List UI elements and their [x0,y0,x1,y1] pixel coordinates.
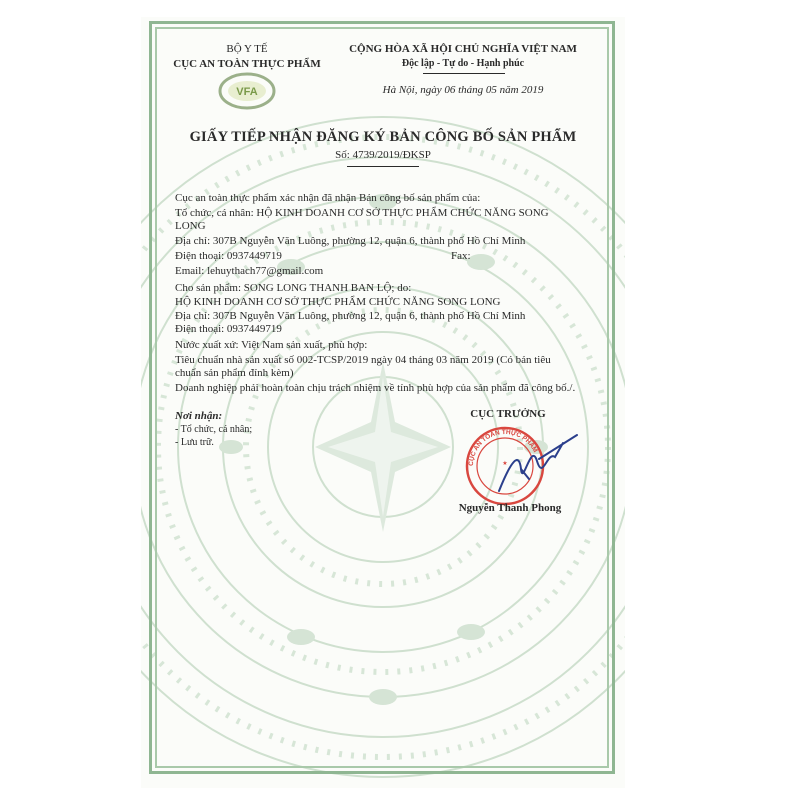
svg-text:★: ★ [502,461,508,467]
certificate-document [141,17,625,788]
organization-line-1: Tổ chức, cá nhân: HỘ KINH DOANH CƠ SỞ THỰC PHẨM CHỨC NĂNG SONG [175,207,549,219]
motto-underline [423,73,505,74]
intro-text: Cục an toàn thực phẩm xác nhận đã nhận Bản công bố sản phẩm của: [175,192,481,204]
fax-label: Fax: [451,250,471,262]
signer-title: CỤC TRƯỞNG [470,408,546,420]
recipients-heading: Nơi nhận: [175,410,223,422]
signer-name: Nguyễn Thanh Phong [458,502,562,514]
producer-phone: Điện thoại: 0937449719 [175,323,282,335]
standard-line-2: chuẩn sản phẩm đính kèm) [175,367,294,379]
country-name: CỘNG HÒA XÃ HỘI CHỦ NGHĨA VIỆT NAM [349,43,577,55]
recipient-item: - Lưu trữ. [175,437,214,448]
place-date: Hà Nội, ngày 06 tháng 05 năm 2019 [382,84,544,96]
organization-line-2: LONG [175,220,206,232]
standard-line-1: Tiêu chuẩn nhà sản xuất số 002-TCSP/2019 ngày 04 tháng 03 năm 2019 (Có bản tiêu [175,354,551,366]
document-number: Số: 4739/2019/ĐKSP [335,149,431,161]
address-text: Địa chỉ: 307B Nguyễn Văn Luông, phường 12, quận 6, thành phố Hồ Chí Minh [175,235,526,247]
stamp-text: CỤC AN TOÀN THỰC PHẨM [467,428,539,467]
title-underline [347,166,419,167]
ministry-name: BỘ Y TẾ [226,43,268,55]
logo-text: VFA [236,86,258,98]
origin-text: Nước xuất xứ: Việt Nam sản xuất, phù hợp: [175,339,368,351]
vfa-logo-icon [218,71,276,111]
official-stamp-icon [459,421,591,511]
email-text: Email: lehuythach77@gmail.com [175,265,324,277]
recipient-item: - Tổ chức, cá nhân; [175,424,253,435]
document-title: GIẤY TIẾP NHẬN ĐĂNG KÝ BẢN CÔNG BỐ SẢN PHẨM [189,129,577,145]
national-motto: Độc lập - Tự do - Hạnh phúc [401,58,525,69]
producer-address: Địa chỉ: 307B Nguyễn Văn Luông, phường 12, quận 6, thành phố Hồ Chí Minh [175,310,526,322]
phone-text: Điện thoại: 0937449719 [175,250,282,262]
agency-name: CỤC AN TOÀN THỰC PHẨM [173,58,321,70]
producer-text: HỘ KINH DOANH CƠ SỞ THỰC PHẨM CHỨC NĂNG SONG LONG [175,296,501,308]
responsibility-text: Doanh nghiệp phải hoàn toàn chịu trách nhiệm về tính phù hợp của sản phẩm đã công bố./. [175,382,576,394]
product-text: Cho sản phẩm: SONG LONG THANH BAN LỘ; do: [175,282,412,294]
